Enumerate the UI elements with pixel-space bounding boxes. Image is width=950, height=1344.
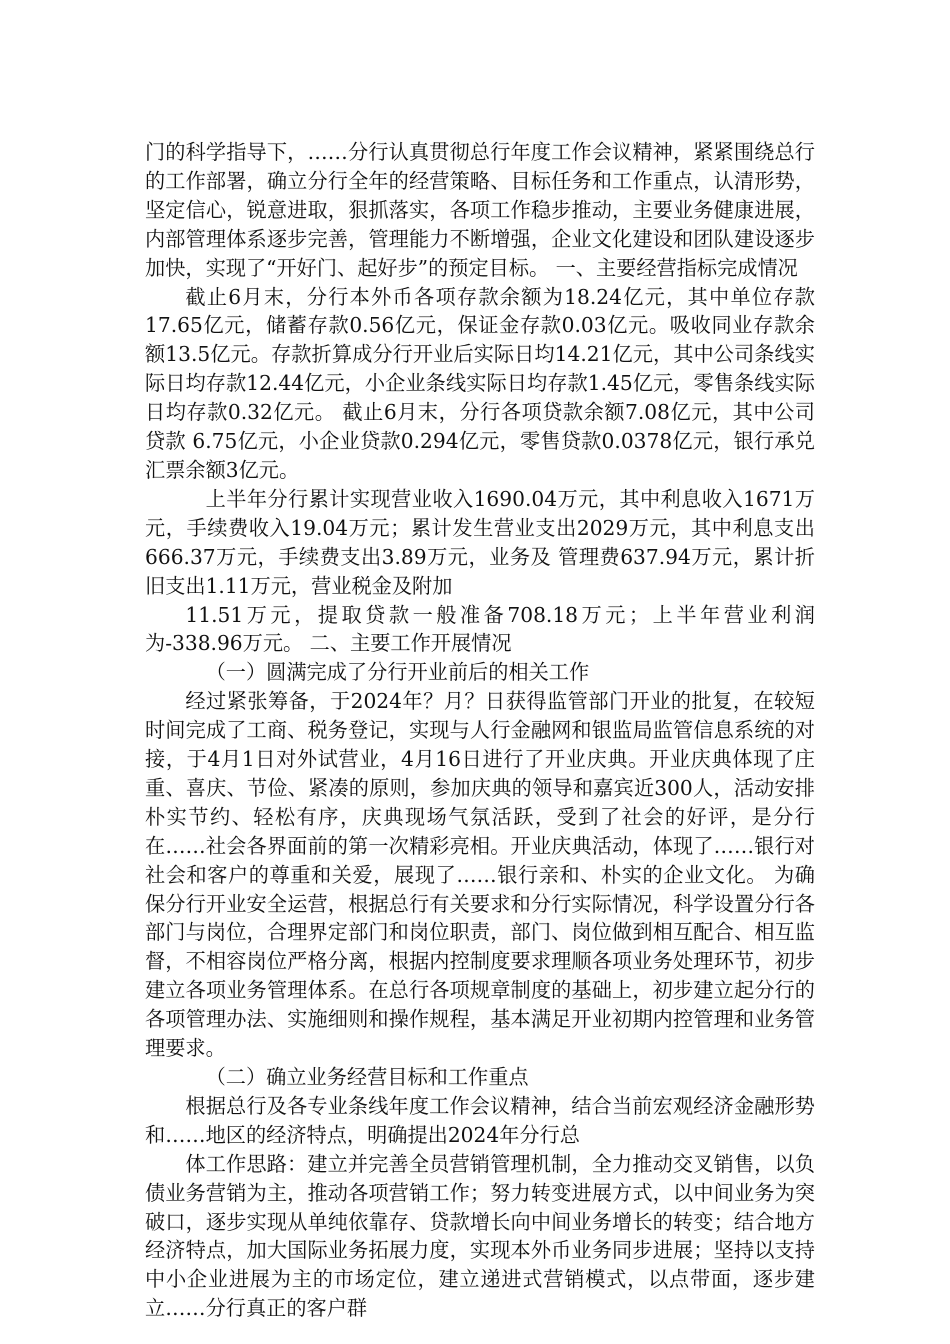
paragraph-revenue: 上半年分行累计实现营业收入1690.04万元，其中利息收入1671万元，手续费收入19.04万元；累计发生营业支出2029万元，其中利息支出666.37万元，手续费支出3.89万元，业务及 管理费637.94万元，累计折旧支出1.11万元，营业税金及附加 xyxy=(145,486,815,598)
section-heading-targets: （二）确立业务经营目标和工作重点 xyxy=(205,1065,529,1089)
document-page xyxy=(145,138,815,1323)
paragraph-strategy: 体工作思路：建立并完善全员营销管理机制，全力推动交叉销售，以负债业务营销为主，推动各项营销工作；努力转变进展方式，以中间业务为突破口，逐步实现从单纯依靠存、贷款增长向中间业务增长的转变；结合地方经济特点，加大国际业务拓展力度，实现本外币业务同步进展；坚持以支持中小企业进展为主的市场定位，建立递进式营销模式，以点带面，逐步建立……分行真正的客户群 xyxy=(145,1151,815,1321)
paragraph-profit: 11.51万元，提取贷款一般准备708.18万元；上半年营业利润为-338.96万元。 二、主要工作开展情况 xyxy=(145,602,815,656)
paragraph-targets: 根据总行及各专业条线年度工作会议精神，结合当前宏观经济金融形势和……地区的经济特点，明确提出2024年分行总 xyxy=(145,1093,815,1147)
paragraph-deposits-loans: 截止6月末，分行本外币各项存款余额为18.24亿元，其中单位存款17.65亿元，储蓄存款0.56亿元，保证金存款0.03亿元。吸收同业存款余额13.5亿元。存款折算成分行开业后实际日均14.21亿元，其中公司条线实际日均存款12.44亿元，小企业条线实际日均存款1.45亿元，零售条线实际日均存款0.32亿元。 截止6月末，分行各项贷款余额7.08亿元，其中公司贷款 6.75亿元，小企业贷款0.294亿元，零售贷款0.0378亿元，银行承兑汇票余额3亿元。 xyxy=(145,284,815,482)
section-heading-opening: （一）圆满完成了分行开业前后的相关工作 xyxy=(205,660,590,685)
paragraph-opening: 经过紧张筹备，于2024年？月？日获得监管部门开业的批复，在较短时间完成了工商、税务登记，实现与人行金融网和银监局监管信息系统的对接，于4月1日对外试营业，4月16日进行了开业庆典。开业庆典体现了庄重、喜庆、节俭、紧凑的原则，参加庆典的领导和嘉宾近300人，活动安排朴实节约、轻松有序，庆典现场气氛活跃，受到了社会的好评，是分行在……社会各界面前的第一次精彩亮相。开业庆典活动，体现了……银行对社会和客户的尊重和关爱，展现了……银行亲和、朴实的企业文化。 为确保分行开业安全运营，根据总行有关要求和分行实际情况，科学设置分行各部门与岗位，合理界定部门和岗位职责，部门、岗位做到相互配合、相互监督，不相容岗位严格分离，根据内控制度要求理顺各项业务处理环节，初步建立各项业务管理体系。在总行各项规章制度的基础上，初步建立起分行的各项管理办法、实施细则和操作规程，基本满足开业初期内控管理和业务管理要求。 xyxy=(145,689,815,1061)
paragraph-intro: 门的科学指导下，……分行认真贯彻总行年度工作会议精神，紧紧围绕总行的工作部署，确立分行全年的经营策略、目标任务和工作重点，认清形势，坚定信心，锐意进取，狠抓落实，各项工作稳步推动，主要业务健康进展，内部管理体系逐步完善，管理能力不断增强，企业文化建设和团队建设逐步加快，实现了“开好门、起好步”的预定目标。 一、主要经营指标完成情况 xyxy=(145,140,815,280)
